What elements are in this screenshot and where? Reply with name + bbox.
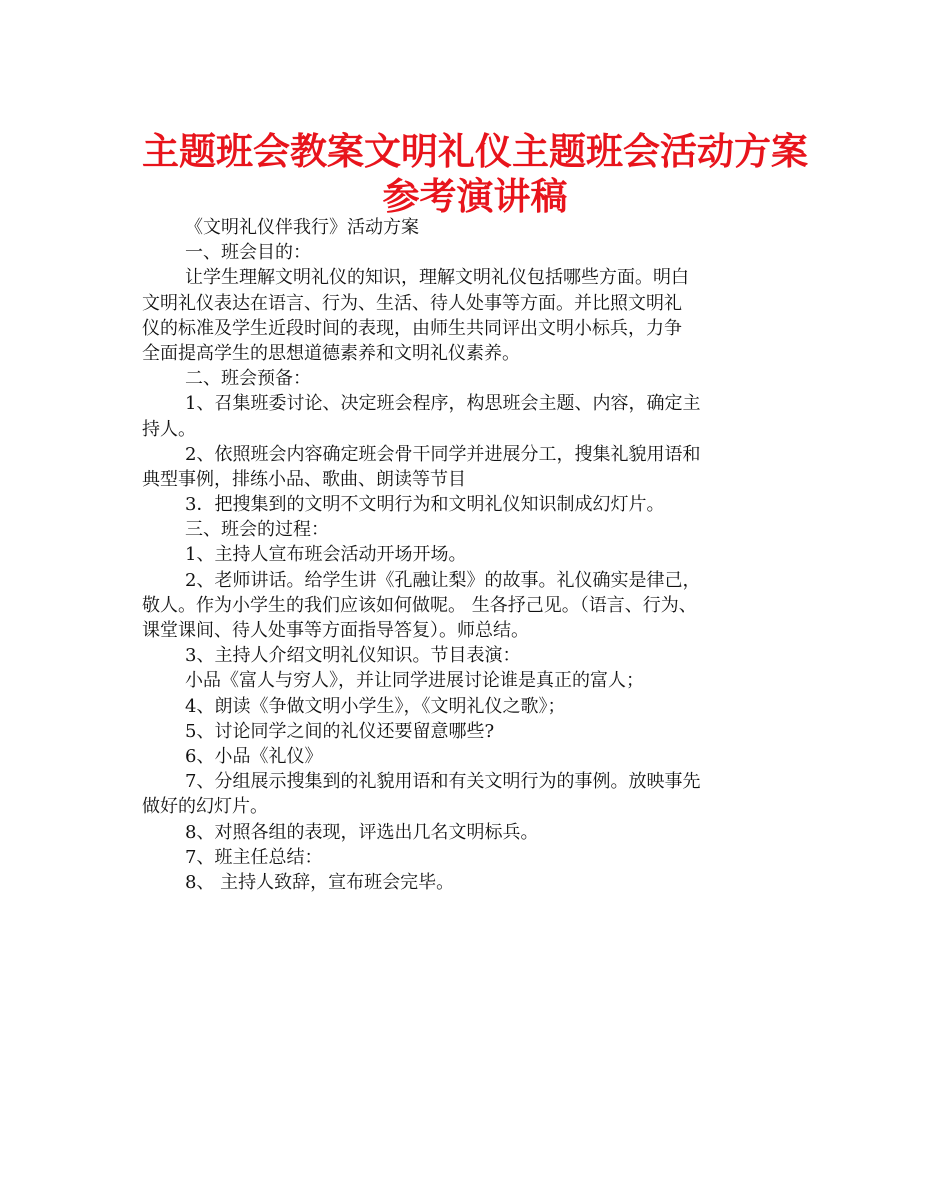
list-item: 5、讨论同学之间的礼仪还要留意哪些? <box>185 720 495 742</box>
section-heading-purpose: 一、班会目的： <box>185 242 311 264</box>
list-item-continuation: 课堂课间、待人处事等方面指导答复）。师总结。 <box>142 620 529 641</box>
paragraph-line: 文明礼仪表达在语言、行为、生活、待人处事等方面。并比照文明礼 <box>142 292 682 314</box>
list-item: 7、班主任总结： <box>185 846 323 868</box>
list-item: 1、召集班委讨论、决定班会程序，构思班会主题、内容，确定主 <box>185 393 701 415</box>
paragraph-line: 让学生理解文明礼仪的知识，理解文明礼仪包括哪些方面。明白 <box>185 267 689 289</box>
list-item: 4、朗读《争做文明小学生》，《文明礼仪之歌》； <box>185 695 566 717</box>
list-item: 7、分组展示搜集到的礼貌用语和有关文明行为的事例。放映事先 <box>185 771 701 793</box>
activity-plan-heading: 《文明礼仪伴我行》活动方案 <box>185 217 419 238</box>
list-item: 2、依照班会内容确定班会骨干同学并进展分工，搜集礼貌用语和 <box>185 443 701 465</box>
list-item-continuation: 持人。 <box>142 418 196 440</box>
document-body <box>0 215 950 895</box>
document-title-line-2: 参考演讲稿 <box>382 175 568 218</box>
list-item: 小品《富人与穷人》，并让同学进展讨论谁是真正的富人； <box>185 670 644 692</box>
section-heading-process: 三、班会的过程： <box>185 519 329 541</box>
section-heading-preparation: 二、班会预备： <box>185 368 311 390</box>
list-item: 3．把搜集到的文明不文明行为和文明礼仪知识制成幻灯片。 <box>185 494 665 516</box>
list-item-continuation: 做好的幻灯片。 <box>142 796 268 818</box>
list-item: 3、主持人介绍文明礼仪知识。节目表演： <box>185 645 521 667</box>
list-item: 8、对照各组的表现，评选出几名文明标兵。 <box>185 821 539 843</box>
list-item-continuation: 典型事例，排练小品、歌曲、朗读等节目 <box>142 468 466 490</box>
list-item: 6、小品《礼仪》 <box>185 745 323 767</box>
list-item-continuation: 敬人。作为小学生的我们应该如何做呢。 生各抒己见。（语言、行为、 <box>142 594 697 616</box>
paragraph-line: 仪的标准及学生近段时间的表现，由师生共同评出文明小标兵，力争 <box>142 317 682 339</box>
list-item: 1、主持人宣布班会活动开场开场。 <box>185 544 467 566</box>
paragraph-line: 全面提高学生的思想道德素养和文明礼仪素养。 <box>142 342 520 364</box>
list-item: 2、老师讲话。给学生讲《孔融让梨》的故事。礼仪确实是律己， <box>185 569 701 591</box>
document-title-line-1: 主题班会教案文明礼仪主题班会活动方案 <box>142 130 808 173</box>
list-item: 8、 主持人致辞，宣布班会完毕。 <box>185 871 455 893</box>
